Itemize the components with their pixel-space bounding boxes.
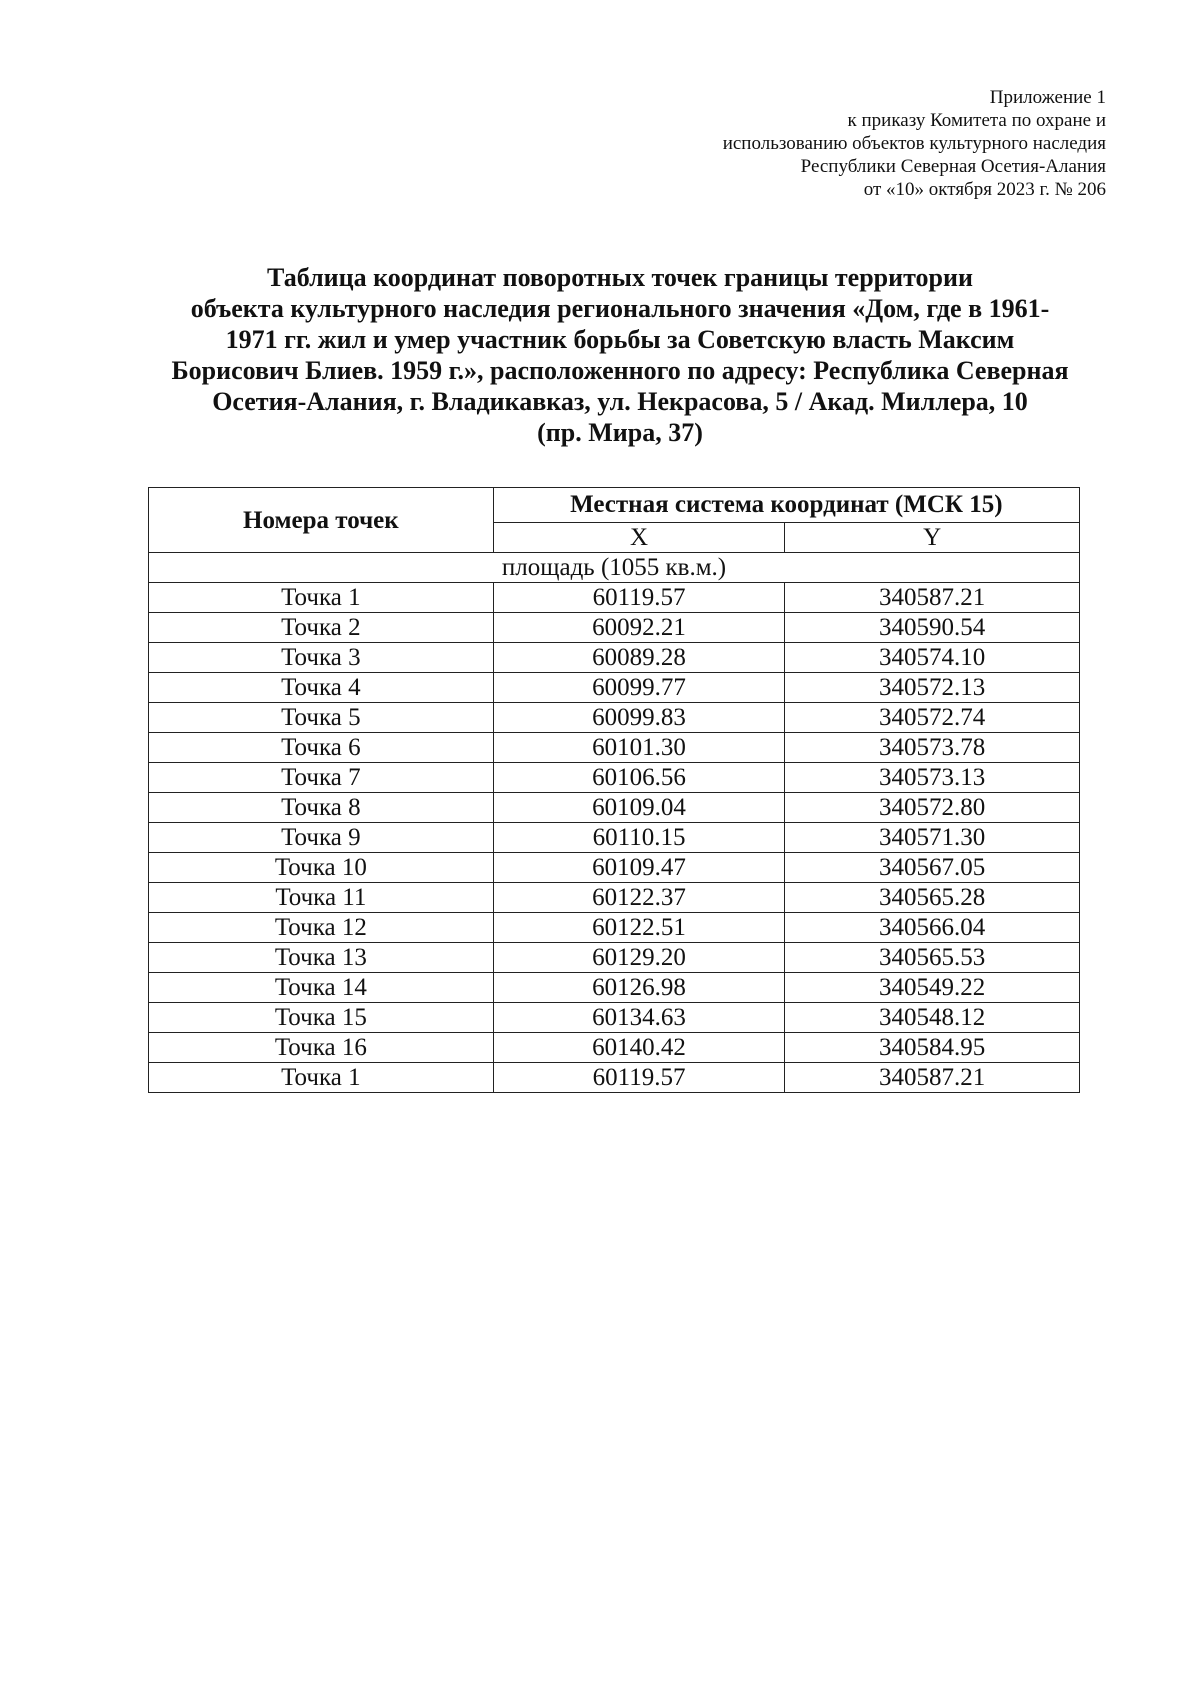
appendix-date-line: от «10» октября 2023 г. № 206 <box>863 179 1106 200</box>
table-row <box>149 823 1080 853</box>
x-coordinate-cell: 60140.42 <box>493 1033 785 1063</box>
x-coordinate-cell: 60089.28 <box>493 643 785 673</box>
point-name-cell: Точка 6 <box>149 733 494 763</box>
title-line: Осетия-Алания, г. Владикавказ, ул. Некрасова, 5 / Акад. Миллера, 10 <box>212 387 1028 416</box>
point-name-cell: Точка 16 <box>149 1033 494 1063</box>
point-name-cell: Точка 13 <box>149 943 494 973</box>
y-coordinate-cell: 340587.21 <box>785 1063 1080 1093</box>
y-coordinate-cell: 340572.74 <box>785 703 1080 733</box>
title-line: 1971 гг. жил и умер участник борьбы за Советскую власть Максим <box>225 325 1015 354</box>
table-row <box>149 763 1080 793</box>
x-coordinate-cell: 60126.98 <box>493 973 785 1003</box>
title-line: (пр. Мира, 37) <box>537 418 703 447</box>
y-coordinate-cell: 340572.80 <box>785 793 1080 823</box>
point-name-cell: Точка 10 <box>149 853 494 883</box>
point-name-cell: Точка 1 <box>149 583 494 613</box>
y-coordinate-cell: 340573.13 <box>785 763 1080 793</box>
table-row <box>149 613 1080 643</box>
x-coordinate-cell: 60099.77 <box>493 673 785 703</box>
y-coordinate-cell: 340566.04 <box>785 913 1080 943</box>
points-column-header: Номера точек <box>149 488 494 553</box>
point-name-cell: Точка 15 <box>149 1003 494 1033</box>
y-coordinate-cell: 340549.22 <box>785 973 1080 1003</box>
table-row <box>149 703 1080 733</box>
point-name-cell: Точка 11 <box>149 883 494 913</box>
x-coordinate-cell: 60122.37 <box>493 883 785 913</box>
table-row <box>149 1033 1080 1063</box>
title-line: Борисович Блиев. 1959 г.», расположенного по адресу: Республика Северная <box>171 356 1069 385</box>
y-coordinate-cell: 340565.28 <box>785 883 1080 913</box>
x-coordinate-cell: 60119.57 <box>493 583 785 613</box>
table-row <box>149 913 1080 943</box>
point-name-cell: Точка 12 <box>149 913 494 943</box>
y-coordinate-cell: 340587.21 <box>785 583 1080 613</box>
x-coordinate-cell: 60101.30 <box>493 733 785 763</box>
x-coordinate-cell: 60122.51 <box>493 913 785 943</box>
x-coordinate-cell: 60134.63 <box>493 1003 785 1033</box>
table-row <box>149 973 1080 1003</box>
y-column-header: Y <box>785 523 1080 553</box>
table-row <box>149 853 1080 883</box>
x-coordinate-cell: 60110.15 <box>493 823 785 853</box>
table-row <box>149 733 1080 763</box>
table-row <box>149 583 1080 613</box>
point-name-cell: Точка 9 <box>149 823 494 853</box>
point-name-cell: Точка 14 <box>149 973 494 1003</box>
point-name-cell: Точка 5 <box>149 703 494 733</box>
coordinates-table <box>148 487 1080 1093</box>
y-coordinate-cell: 340548.12 <box>785 1003 1080 1033</box>
y-coordinate-cell: 340584.95 <box>785 1033 1080 1063</box>
y-coordinate-cell: 340571.30 <box>785 823 1080 853</box>
x-coordinate-cell: 60106.56 <box>493 763 785 793</box>
table-row <box>149 1063 1080 1093</box>
point-name-cell: Точка 3 <box>149 643 494 673</box>
y-coordinate-cell: 340574.10 <box>785 643 1080 673</box>
table-row <box>149 673 1080 703</box>
x-coordinate-cell: 60092.21 <box>493 613 785 643</box>
y-coordinate-cell: 340572.13 <box>785 673 1080 703</box>
point-name-cell: Точка 8 <box>149 793 494 823</box>
title-line: объекта культурного наследия регионального значения «Дом, где в 1961- <box>190 294 1050 323</box>
appendix-order-line: к приказу Комитета по охране и <box>847 110 1106 131</box>
table-row <box>149 943 1080 973</box>
appendix-header <box>723 86 1106 201</box>
x-coordinate-cell: 60109.04 <box>493 793 785 823</box>
point-name-cell: Точка 4 <box>149 673 494 703</box>
point-name-cell: Точка 7 <box>149 763 494 793</box>
area-label: площадь (1055 кв.м.) <box>149 553 1080 583</box>
x-coordinate-cell: 60109.47 <box>493 853 785 883</box>
x-coordinate-cell: 60129.20 <box>493 943 785 973</box>
appendix-title: Приложение 1 <box>989 87 1106 108</box>
x-coordinate-cell: 60119.57 <box>493 1063 785 1093</box>
y-coordinate-cell: 340565.53 <box>785 943 1080 973</box>
x-coordinate-cell: 60099.83 <box>493 703 785 733</box>
table-row <box>149 643 1080 673</box>
table-row <box>149 883 1080 913</box>
document-title <box>130 262 1110 448</box>
x-column-header: X <box>493 523 785 553</box>
y-coordinate-cell: 340567.05 <box>785 853 1080 883</box>
y-coordinate-cell: 340573.78 <box>785 733 1080 763</box>
coordinate-system-header: Местная система координат (МСК 15) <box>493 488 1079 523</box>
table-row <box>149 793 1080 823</box>
point-name-cell: Точка 1 <box>149 1063 494 1093</box>
point-name-cell: Точка 2 <box>149 613 494 643</box>
appendix-committee-line: использованию объектов культурного наследия <box>722 133 1106 154</box>
y-coordinate-cell: 340590.54 <box>785 613 1080 643</box>
appendix-republic-line: Республики Северная Осетия-Алания <box>800 156 1106 177</box>
table-row <box>149 1003 1080 1033</box>
title-line: Таблица координат поворотных точек границы территории <box>267 263 973 292</box>
